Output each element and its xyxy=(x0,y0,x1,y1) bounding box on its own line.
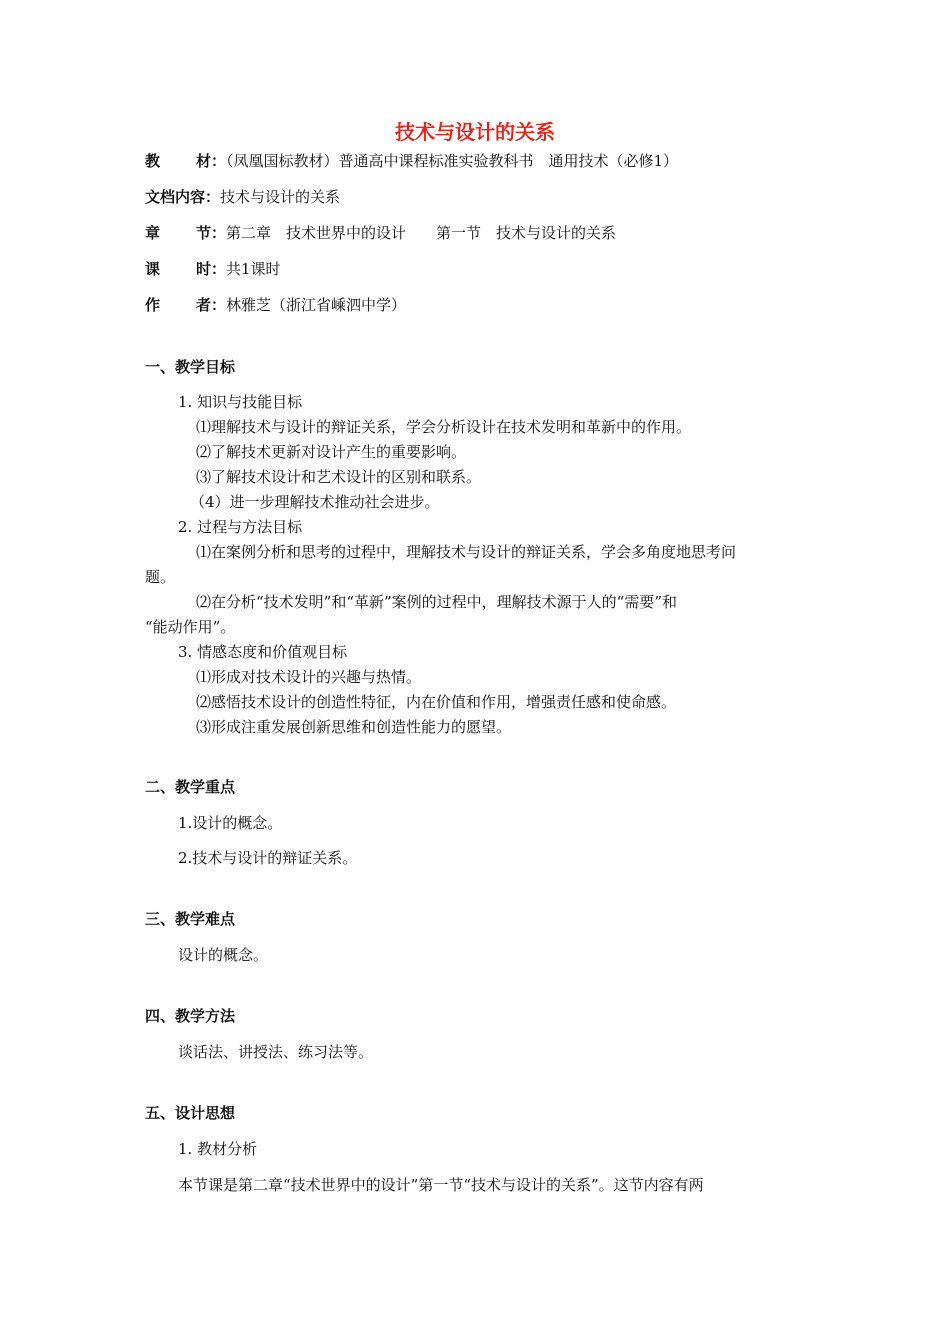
goal-process: 2. 过程与方法目标 xyxy=(178,518,303,536)
subheading-material-analysis: 1. 教材分析 xyxy=(178,1140,258,1158)
list-item: ⑴在案例分析和思考的过程中，理解技术与设计的辩证关系，学会多角度地思考问 xyxy=(196,543,737,561)
meta-chapter-value: 第二章 技术世界中的设计 第一节 技术与设计的关系 xyxy=(226,224,617,242)
section-heading-difficulties: 三、教学难点 xyxy=(145,910,236,928)
meta-material-value: （凤凰国标教材）普通高中课程标准实验教科书 通用技术（必修1） xyxy=(226,152,679,170)
meta-hours-value: 共1课时 xyxy=(226,260,281,278)
section-heading-design-thinking: 五、设计思想 xyxy=(145,1104,236,1122)
list-item: ⑵了解技术更新对设计产生的重要影响。 xyxy=(196,443,467,461)
paragraph: 设计的概念。 xyxy=(178,946,269,964)
list-item: ⑶了解技术设计和艺术设计的区别和联系。 xyxy=(196,468,482,486)
meta-content-value: 技术与设计的关系 xyxy=(220,188,341,206)
section-heading-methods: 四、教学方法 xyxy=(145,1007,236,1025)
list-item: ⑵在分析“技术发明”和“革新”案例的过程中，理解技术源于人的“需要”和 xyxy=(196,593,678,611)
list-item: ⑶形成注重发展创新思维和创造性能力的愿望。 xyxy=(196,718,512,736)
list-item: 1.设计的概念。 xyxy=(178,814,283,832)
paragraph: 本节课是第二章“技术世界中的设计”第一节“技术与设计的关系”。这节内容有两 xyxy=(178,1176,704,1194)
meta-content: 文档内容：技术与设计的关系 xyxy=(145,188,341,206)
list-item: ⑵感悟技术设计的创造性特征，内在价值和作用，增强责任感和使命感。 xyxy=(196,693,677,711)
meta-author-value: 林雅芝（浙江省嵊泗中学） xyxy=(226,296,407,314)
list-item-continued: 题。 xyxy=(145,568,176,586)
meta-author: 作 者 ：林雅芝（浙江省嵊泗中学） xyxy=(145,296,407,314)
section-heading-objectives: 一、教学目标 xyxy=(145,358,236,376)
paragraph: 谈话法、讲授法、练习法等。 xyxy=(178,1043,374,1061)
list-item: ⑴理解技术与设计的辩证关系，学会分析设计在技术发明和革新中的作用。 xyxy=(196,418,692,436)
meta-chapter: 章 节 ：第二章 技术世界中的设计 第一节 技术与设计的关系 xyxy=(145,224,617,242)
document-title: 技术与设计的关系 xyxy=(395,120,555,144)
list-item: （4）进一步理解技术推动社会进步。 xyxy=(190,493,440,511)
goal-attitude: 3. 情感态度和价值观目标 xyxy=(178,643,348,661)
meta-hours: 课 时 ：共1课时 xyxy=(145,260,281,278)
list-item: 2.技术与设计的辩证关系。 xyxy=(178,849,358,867)
goal-knowledge: 1. 知识与技能目标 xyxy=(178,393,303,411)
meta-material: 教 材 ：（凤凰国标教材）普通高中课程标准实验教科书 通用技术（必修1） xyxy=(145,152,679,170)
list-item-continued: “能动作用”。 xyxy=(145,618,236,636)
list-item: ⑴形成对技术设计的兴趣与热情。 xyxy=(196,668,422,686)
section-heading-key-points: 二、教学重点 xyxy=(145,778,236,796)
